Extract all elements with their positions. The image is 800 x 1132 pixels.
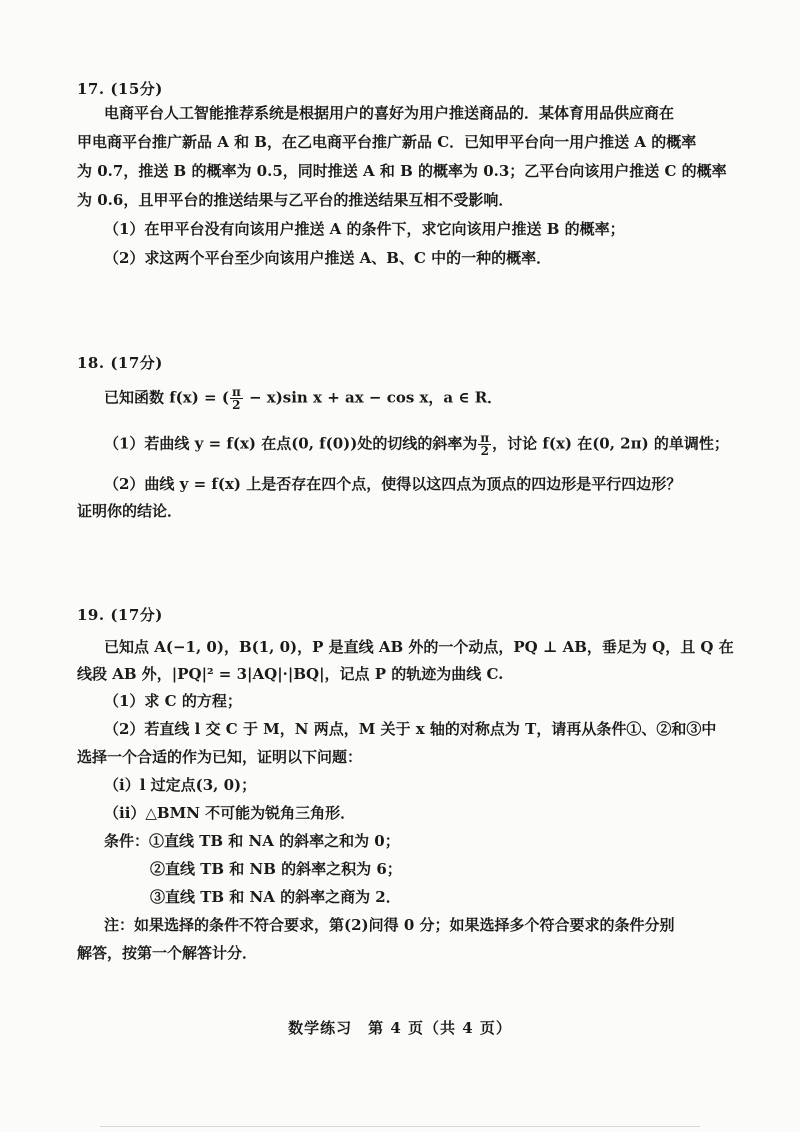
scan-edge-divider — [100, 1126, 700, 1127]
q19-part-1: （1）求 C 的方程； — [104, 692, 242, 710]
q19-line-1: 已知点 A(−1, 0)，B(1, 0)，P 是直线 AB 外的一个动点，PQ ⊥ AB，垂足为 Q，且 Q 在 — [104, 638, 734, 656]
q19-condition-3: ③直线 TB 和 NA 的斜率之商为 2． — [150, 888, 401, 906]
q17-line-4: 为 0.6，且甲平台的推送结果与乙平台的推送结果互相不受影响． — [77, 191, 514, 209]
q18-line2-post: ，讨论 f(x) 在(0, 2π) 的单调性； — [492, 434, 729, 453]
q17-line-1: 电商平台人工智能推荐系统是根据用户的喜好为用户推送商品的．某体育用品供应商在 — [104, 104, 675, 122]
q17-part-1: （1）在甲平台没有向该用户推送 A 的条件下，求它向该用户推送 B 的概率； — [104, 220, 625, 238]
q18-function-definition — [104, 386, 502, 411]
q19-note: 注：如果选择的条件不符合要求，第(2)问得 0 分；如果选择多个符合要求的条件分别 — [104, 916, 675, 934]
q18-line1-post: − x)sin x + ax − cos x，a ∈ R． — [243, 388, 503, 407]
q19-note-continued: 解答，按第一个解答计分． — [77, 944, 258, 962]
page-footer: 数学练习 第 4 页（共 4 页） — [288, 1019, 512, 1037]
q18-part-1 — [104, 432, 729, 457]
pi-over-2-fraction — [478, 432, 491, 457]
q17-line-2: 甲电商平台推广新品 A 和 B，在乙电商平台推广新品 C．已知甲平台向一用户推送 A 的概率 — [77, 133, 697, 151]
q19-line-2: 线段 AB 外，|PQ|² = 3|AQ|·|BQ|，记点 P 的轨迹为曲线 C. — [77, 665, 504, 683]
q19-condition-2: ②直线 TB 和 NB 的斜率之积为 6； — [150, 860, 402, 878]
fraction-numerator: π — [231, 385, 241, 399]
q19-subpart-ii: （ii）△BMN 不可能为锐角三角形． — [104, 804, 356, 822]
q19-condition-1: 条件：①直线 TB 和 NA 的斜率之和为 0； — [104, 832, 400, 850]
q18-line2-pre: （1）若曲线 y = f(x) 在点(0, f(0))处的切线的斜率为 — [104, 434, 478, 453]
question-18-heading: 18. (17分) — [77, 354, 163, 372]
q19-part-2: （2）若直线 l 交 C 于 M，N 两点，M 关于 x 轴的对称点为 T，请再从条件①、②和③中 — [104, 720, 717, 738]
question-19-heading: 19. (17分) — [77, 606, 163, 624]
q19-part-2-continued: 选择一个合适的作为已知，证明以下问题： — [77, 748, 363, 766]
fraction-denominator: 2 — [232, 398, 241, 412]
pi-over-2-fraction — [230, 386, 243, 411]
fraction-denominator: 2 — [480, 444, 489, 458]
q18-part-2-continued: 证明你的结论． — [77, 502, 183, 520]
q19-subpart-i: （i）l 过定点(3, 0)； — [104, 776, 257, 794]
q18-part-2: （2）曲线 y = f(x) 上是否存在四个点，使得以这四点为顶点的四边形是平行四边形？ — [104, 475, 682, 493]
q17-part-2: （2）求这两个平台至少向该用户推送 A、B、C 中的一种的概率． — [104, 249, 552, 267]
q17-line-3: 为 0.7，推送 B 的概率为 0.5，同时推送 A 和 B 的概率为 0.3；乙平台向该用户推送 C 的概率 — [77, 162, 727, 180]
fraction-numerator: π — [480, 431, 490, 445]
question-17-heading: 17. (15分) — [77, 80, 163, 98]
q18-line1-pre: 已知函数 f(x) = ( — [104, 388, 229, 407]
